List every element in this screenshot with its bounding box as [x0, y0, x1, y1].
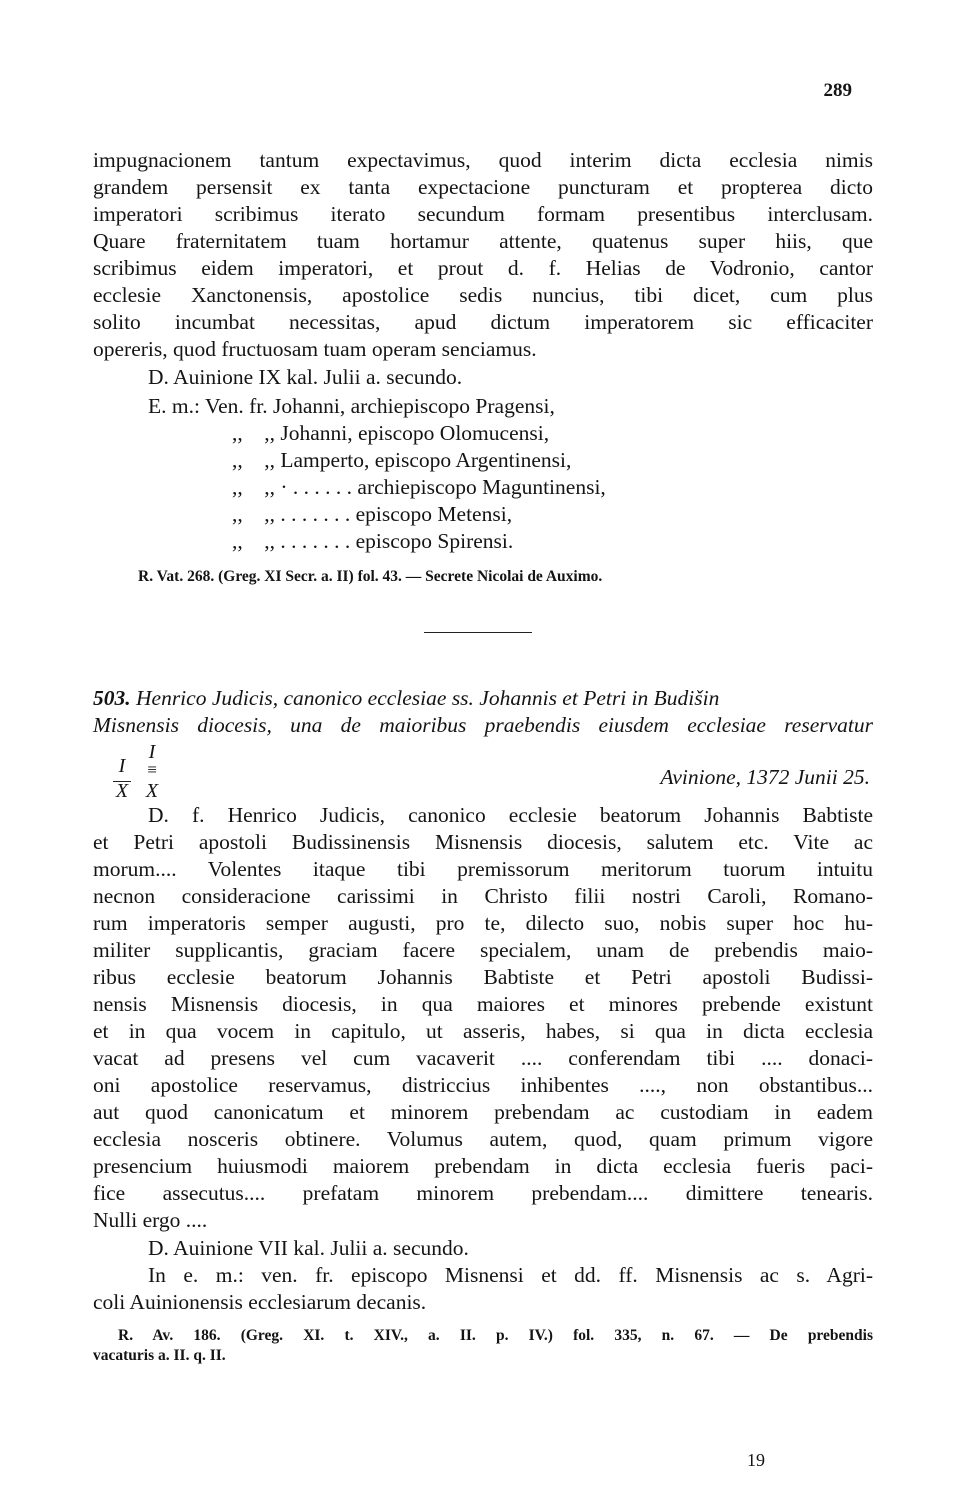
text-line: imperatori scribimus iterato secundum formam presentibus interclusam. — [93, 202, 873, 226]
text-line: D. f. Henrico Judicis, canonico ecclesie beatorum Johannis Babtiste — [148, 803, 873, 827]
text-line: impugnacionem tantum expectavimus, quod interim dicta ecclesia nimis — [93, 148, 873, 172]
recipient-line: ,, ,, . . . . . . . episcopo Spirensi. — [232, 529, 514, 553]
recipient-line: ,, ,, . . . . . . . episcopo Metensi, — [232, 502, 513, 526]
text-line: et Petri apostoli Budissinensis Misnensis diocesis, salutem etc. Vite ac — [93, 830, 873, 854]
source-note: R. Vat. 268. (Greg. XI Secr. a. II) fol. 43. — Secrete Nicolai de Auximo. — [138, 568, 603, 585]
text-line: nensis Misnensis diocesis, in qua maiores et minores prebende existunt — [93, 992, 873, 1016]
text-line: vacat ad presens vel cum vacaverit .... conferendam tibi .... donaci- — [93, 1046, 873, 1070]
letter-503-heading-line-2: Misnensis diocesis, una de maioribus praebendis eiusdem ecclesiae reservatur — [93, 713, 873, 737]
place-and-date: Avinione, 1372 Junii 25. — [660, 765, 870, 789]
text-line: solito incumbat necessitas, apud dictum imperatorem sic efficaciter — [93, 310, 873, 334]
recipient-line: In e. m.: ven. fr. episcopo Misnensi et dd. ff. Misnensis ac s. Agri- — [148, 1263, 873, 1287]
text-line: ecclesie Xanctonensis, apostolice sedis nuncius, tibi dicet, cum plus — [93, 283, 873, 307]
dating-clause: D. Auinione IX kal. Julii a. secundo. — [148, 365, 463, 389]
text-line: necnon consideracione carissimi in Christo filii nostri Caroli, Romano- — [93, 884, 873, 908]
text-line: Quare fraternitatem tuam hortamur attente, quatenus super hiis, que — [93, 229, 873, 253]
text-line: presencium huiusmodi maiorem prebendam in dicta ecclesia fueris paci- — [93, 1154, 873, 1178]
signature-mark: 19 — [747, 1450, 765, 1470]
recipient-line: E. m.: Ven. fr. Johanni, archiepiscopo Pragensi, — [148, 394, 555, 418]
text-line: Nulli ergo .... — [93, 1208, 208, 1232]
letter-heading-text: Henrico Judicis, canonico ecclesiae ss. Johannis et Petri in Budišin — [136, 686, 720, 710]
source-note: vacaturis a. II. q. II. — [93, 1347, 226, 1364]
taxa-right-mid: ≡ — [147, 760, 157, 779]
text-line: rum imperatoris semper augusti, pro te, dilecto suo, nobis super hoc hu- — [93, 911, 873, 935]
text-line: ribus ecclesie beatorum Johannis Babtiste et Petri apostoli Budissi- — [93, 965, 873, 989]
text-line: et in qua vocem in capitulo, ut asseris, habes, si qua in dicta ecclesia — [93, 1019, 873, 1043]
taxa-left-bottom: X — [115, 780, 129, 802]
recipient-line: ,, ,, · . . . . . . archiepiscopo Maguntinensi, — [232, 475, 606, 499]
taxa-left-top: I — [118, 755, 126, 777]
text-line: oni apostolice reservamus, districcius inhibentes ...., non obstantibus... — [93, 1073, 873, 1097]
text-line: aut quod canonicatum et minorem prebendam ac custodiam in eadem — [93, 1100, 873, 1124]
text-line: grandem persensit ex tanta expectacione puncturam et propterea dicto — [93, 175, 873, 199]
taxa-right-bottom: X — [145, 780, 159, 802]
recipient-line: coli Auinionensis ecclesiarum decanis. — [93, 1290, 427, 1314]
text-line: opereris, quod fructuosam tuam operam senciamus. — [93, 337, 537, 361]
text-line: scribimus eidem imperatori, et prout d. f. Helias de Vodronio, cantor — [93, 256, 873, 280]
source-note: R. Av. 186. (Greg. XI. t. XIV., a. II. p. IV.) fol. 335, n. 67. — De prebendis — [118, 1327, 873, 1344]
page-number: 289 — [823, 80, 852, 101]
letter-503-heading-line-1 — [93, 685, 873, 712]
text-line: fice assecutus.... prefatam minorem prebendam.... dimittere tenearis. — [93, 1181, 873, 1205]
section-divider — [424, 632, 532, 633]
text-line: militer supplicantis, graciam facere specialem, unam de prebendis maio- — [93, 938, 873, 962]
taxa-right-top: I — [148, 741, 156, 763]
dating-clause: D. Auinione VII kal. Julii a. secundo. — [148, 1236, 469, 1260]
text-line: morum.... Volentes itaque tibi premissorum meritorum tuorum intuitu — [93, 857, 873, 881]
text-line: ecclesia nosceris obtinere. Volumus autem, quod, quam primum vigore — [93, 1127, 873, 1151]
recipient-line: ,, ,, Johanni, episcopo Olomucensi, — [232, 421, 550, 445]
letter-number: 503. — [93, 686, 131, 710]
recipient-line: ,, ,, Lamperto, episcopo Argentinensi, — [232, 448, 572, 472]
